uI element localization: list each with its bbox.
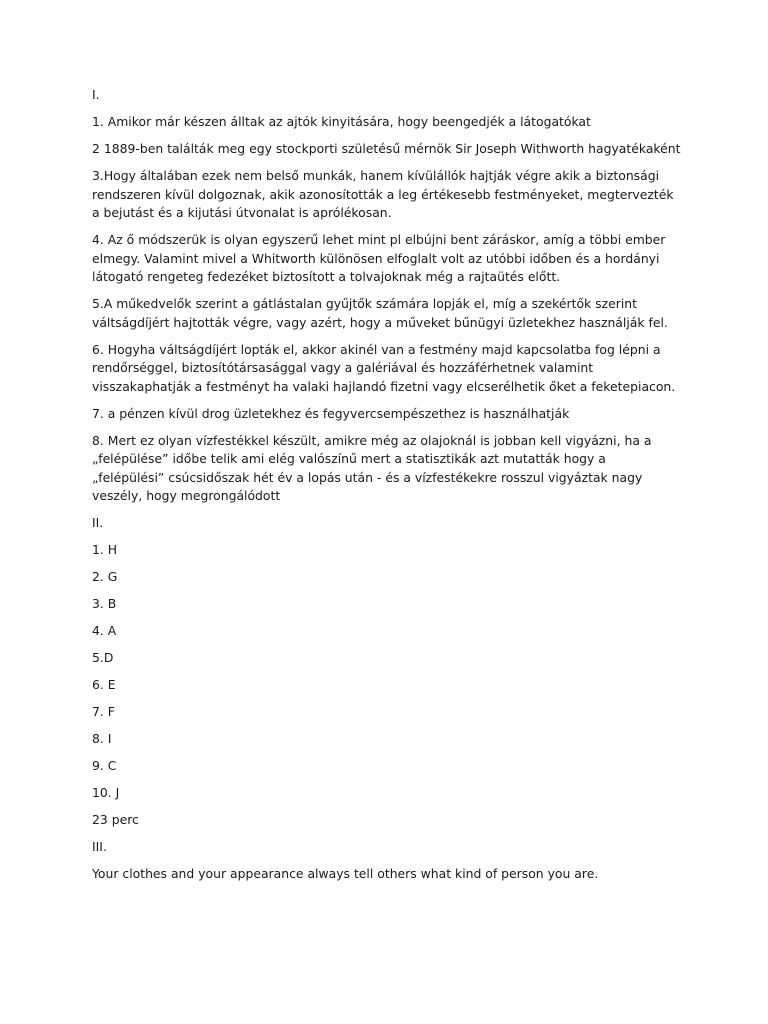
- answer-item: 3. B: [92, 596, 117, 611]
- paragraph: 1. Amikor már készen álltak az ajtók kinyitására, hogy beengedjék a látogatókat: [92, 114, 591, 129]
- paragraph: Your clothes and your appearance always tell others what kind of person you are.: [92, 866, 599, 881]
- paragraph: 2 1889-ben találták meg egy stockporti születésű mérnök Sir Joseph Withworth hagyatékaként: [92, 141, 681, 156]
- paragraph: 4. Az ő módszerük is olyan egyszerű lehet mint pl elbújni bent záráskor, amíg a többi ember elmegy. Valamint mivel a Whitworth különösen elfoglalt volt az utóbbi időben és a hordányi látogató rengeteg fedezéket biztosított a tolvajoknak még a rajtaütés előtt.: [92, 232, 666, 284]
- answer-item: 2. G: [92, 569, 118, 584]
- answer-item: 8. I: [92, 731, 112, 746]
- paragraph: 5.A műkedvelők szerint a gátlástalan gyűjtők számára lopják el, míg a szekértők szerint váltságdíjért hajtották végre, vagy azért, hogy a műveket bűnügyi üzletekhez használják fel.: [92, 296, 668, 330]
- answer-item: 4. A: [92, 623, 117, 638]
- paragraph: 6. Hogyha váltságdíjért lopták el, akkor akinél van a festmény majd kapcsolatba fog lépni a rendőrséggel, biztosítótársasággal vagy a galériával és hozzáférhetnek valamint visszakaphatják a festményt ha valaki hajlandó fizetni vagy elcserélhetik őket a feketepiacon.: [92, 341, 676, 394]
- answer-item: 10. J: [92, 785, 120, 800]
- answer-item: 6. E: [92, 677, 116, 692]
- paragraph: 7. a pénzen kívül drog üzletekhez és fegyvercsempészethez is használhatják: [92, 405, 570, 421]
- document-page: [92, 86, 682, 892]
- section-heading: I.: [92, 87, 100, 102]
- paragraph: 3.Hogy általában ezek nem belső munkák, hanem kívülállók hajtják végre akik a biztonsági rendszeren kívül dolgoznak, akik azonosították a leg értékesebb festményeket, megtervezték a bejutást és a kijutási útvonalat is aprólékosan.: [92, 168, 674, 220]
- answer-item: 1. H: [92, 542, 118, 557]
- paragraph: 8. Mert ez olyan vízfestékkel készült, amikre még az olajoknál is jobban kell vigyázni, ha a „felépülése” időbe telik ami elég valószínű mert a statisztikák azt mutatták hogy a „felépülési” csúcsidőszak hét év a lopás után - és a vízfestékekre rosszul vigyáztak nagy veszély, hogy megrongálódott: [92, 432, 652, 503]
- section-heading: II.: [92, 515, 104, 530]
- section-heading: III.: [92, 839, 107, 854]
- answer-item: 7. F: [92, 704, 115, 719]
- time-note: 23 perc: [92, 812, 139, 827]
- answer-item: 5.D: [92, 650, 114, 665]
- answer-item: 9. C: [92, 758, 117, 773]
